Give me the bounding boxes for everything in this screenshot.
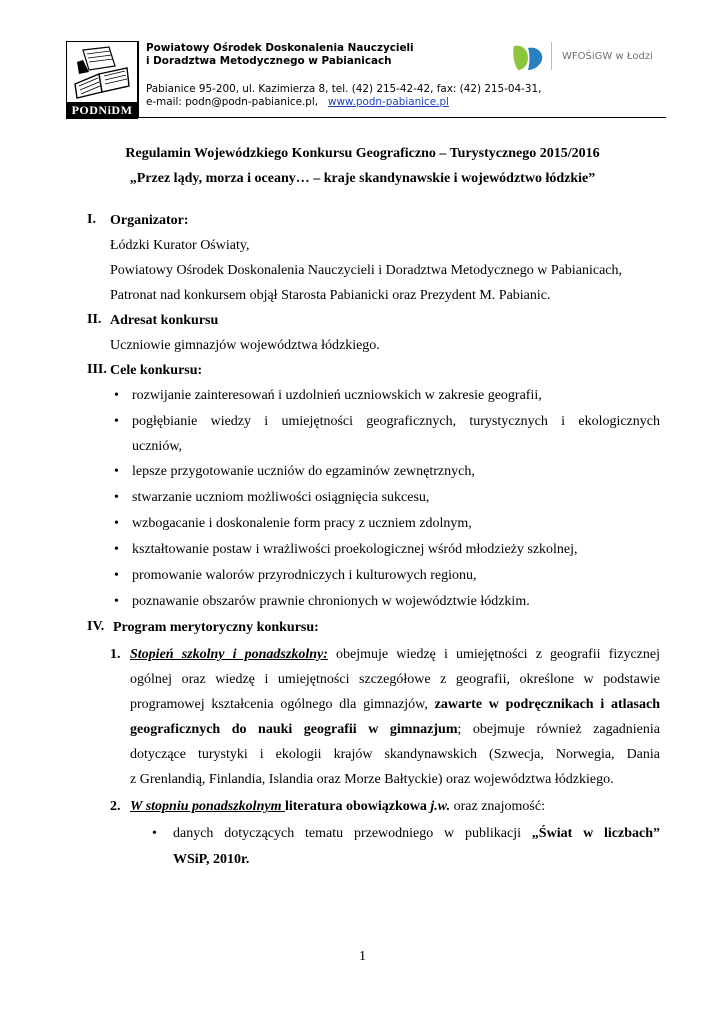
program-item-1-line3: programowej kształcenia ogólnego dla gimnazjów, zawarte w podręcznikach i atlasach bbox=[130, 697, 660, 712]
section-1-line: Łódzki Kurator Oświaty, bbox=[110, 238, 250, 253]
logo-text: PODNiDM bbox=[67, 102, 137, 118]
section-2-heading: Adresat konkursu bbox=[110, 313, 219, 328]
program-item-1-line5: dotyczące turystyki i ekologii krajów skandynawskich (Szwecja, Norwegia, Dania bbox=[130, 747, 660, 762]
goal-item: poznawanie obszarów prawnie chronionych w województwie łódzkim. bbox=[132, 594, 530, 609]
program-item-1-lead: Stopień szkolny i ponadszkolny: bbox=[130, 647, 328, 662]
bullet-icon: • bbox=[114, 568, 119, 583]
section-4-number: IV. bbox=[87, 619, 105, 634]
page-number: 1 bbox=[359, 949, 366, 964]
program-item-2-number: 2. bbox=[110, 799, 121, 814]
partner-name: WFOŚiGW w Łodzi bbox=[562, 51, 653, 62]
goal-item: rozwijanie zainteresowań i uzdolnień uczniowskich w zakresie geografii, bbox=[132, 388, 542, 403]
header-divider-vertical bbox=[138, 41, 139, 118]
doc-subtitle: „Przez lądy, morza i oceany… – kraje skandynawskie i województwo łódzkie” bbox=[129, 171, 596, 186]
bullet-icon: • bbox=[152, 826, 157, 841]
goal-item-continuation: uczniów, bbox=[132, 439, 183, 454]
bullet-icon: • bbox=[114, 464, 119, 479]
goal-item: wzbogacanie i doskonalenie form pracy z uczniem zdolnym, bbox=[132, 516, 472, 531]
doc-title: Regulamin Wojewódzkiego Konkursu Geograficzno – Turystycznego 2015/2016 bbox=[125, 146, 600, 161]
section-1-number: I. bbox=[87, 212, 96, 227]
literature-item: danych dotyczących tematu przewodniego w publikacji „Świat w liczbach” bbox=[173, 826, 660, 841]
org-name-line2: i Doradztwa Metodycznego w Pabianicach bbox=[146, 55, 392, 67]
org-name bbox=[146, 42, 414, 68]
podn-logo bbox=[66, 41, 138, 119]
program-item-1-line6: z Grenlandią, Finlandia, Islandia oraz Morze Bałtyckie) oraz województwa łódzkiego. bbox=[130, 772, 614, 787]
goal-item: pogłębianie wiedzy i umiejętności geograficznych, turystycznych i ekologicznych bbox=[132, 414, 660, 429]
goal-item: kształtowanie postaw i wrażliwości proekologicznej wśród młodzieży szkolnej, bbox=[132, 542, 578, 557]
org-name-line1: Powiatowy Ośrodek Doskonalenia Nauczycieli bbox=[146, 42, 414, 54]
section-1-heading: Organizator: bbox=[110, 213, 189, 228]
goal-item: stwarzanie uczniom możliwości osiągnięcia sukcesu, bbox=[132, 490, 430, 505]
bullet-icon: • bbox=[114, 490, 119, 505]
goal-item: promowanie walorów przyrodniczych i kulturowych regionu, bbox=[132, 568, 477, 583]
bullet-icon: • bbox=[114, 388, 119, 403]
bullet-icon: • bbox=[114, 594, 119, 609]
website-link[interactable]: www.podn-pabianice.pl bbox=[328, 96, 449, 108]
section-4-heading: Program merytoryczny konkursu: bbox=[113, 620, 319, 635]
program-item-2-lead: W stopniu ponadszkolnym bbox=[130, 799, 285, 814]
program-item-1-line4: geograficznych do nauki geografii w gimnazjum; obejmuje również zagadnienia bbox=[130, 722, 660, 737]
goal-item: lepsze przygotowanie uczniów do egzaminów zewnętrznych, bbox=[132, 464, 475, 479]
section-2-number: II. bbox=[87, 312, 102, 327]
bullet-icon: • bbox=[114, 516, 119, 531]
program-item-1-line2: ogólnej oraz wiedzę i umiejętności szczegółowe z geografii, określone w podstawie bbox=[130, 672, 660, 687]
program-item-2-line1: W stopniu ponadszkolnym literatura obowiązkowa j.w. oraz znajomość: bbox=[130, 799, 545, 814]
literature-item-continuation: WSiP, 2010r. bbox=[173, 852, 250, 867]
section-3-heading: Cele konkursu: bbox=[110, 363, 203, 378]
header-divider-horizontal bbox=[138, 117, 666, 118]
program-item-1-number: 1. bbox=[110, 647, 121, 662]
program-item-1-line1: Stopień szkolny i ponadszkolny: obejmuje wiedzę i umiejętności z geografii fizycznej bbox=[130, 647, 660, 662]
section-3-number: III. bbox=[87, 362, 107, 377]
bullet-icon: • bbox=[114, 414, 119, 429]
section-1-line: Patronat nad konkursem objął Starosta Pabianicki oraz Prezydent M. Pabianic. bbox=[110, 288, 551, 303]
bullet-icon: • bbox=[114, 542, 119, 557]
wfosigw-logo-icon bbox=[512, 42, 546, 72]
section-1-line: Powiatowy Ośrodek Doskonalenia Nauczycieli i Doradztwa Metodycznego w Pabianicach, bbox=[110, 263, 623, 278]
address-line: Pabianice 95-200, ul. Kazimierza 8, tel. (42) 215-42-42, fax: (42) 215-04-31, bbox=[146, 83, 542, 95]
org-address bbox=[146, 83, 541, 109]
book-icon bbox=[69, 44, 135, 100]
section-2-line: Uczniowie gimnazjów województwa łódzkiego. bbox=[110, 338, 380, 353]
partner-divider bbox=[551, 42, 552, 70]
email-text: e-mail: podn@podn-pabianice.pl, bbox=[146, 96, 319, 108]
